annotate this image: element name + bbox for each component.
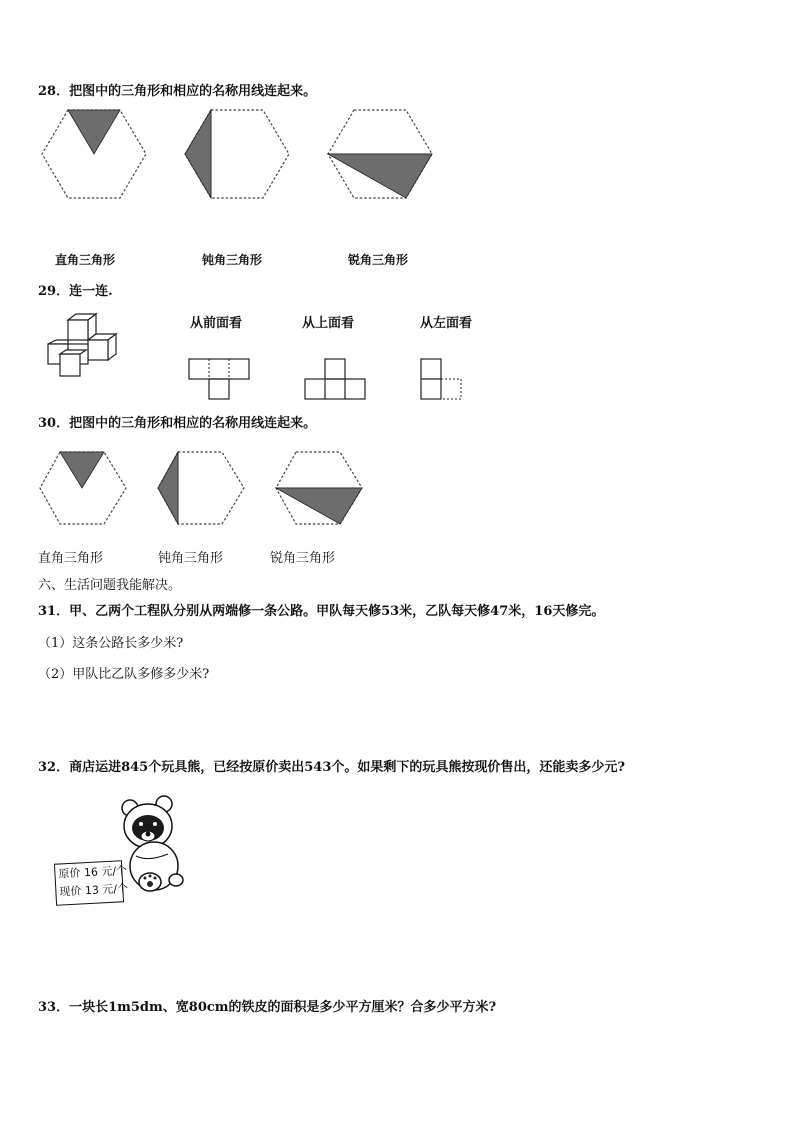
q32-original-price: 原价 16 元/个 [58, 863, 128, 881]
q30-title: 30．把图中的三角形和相应的名称用线连起来。 [38, 416, 317, 431]
q29-view-front: 从前面看 [190, 316, 243, 331]
q30-label-right: 直角三角形 [38, 551, 104, 566]
q29-view-left: 从左面看 [420, 316, 473, 331]
q29-cube-solid [44, 312, 134, 380]
q29-shape-front[interactable] [188, 358, 250, 400]
q30-hexagon-acute-triangle[interactable] [274, 450, 364, 526]
q32-title: 32．商店运进845个玩具熊，已经按原价卖出543个。如果剩下的玩具熊按现价售出，还能卖多少元? [38, 760, 625, 775]
q29-view-top: 从上面看 [302, 316, 355, 331]
q31-sub1: （1）这条公路长多少米? [38, 636, 184, 651]
q30-label-acute: 锐角三角形 [270, 551, 336, 566]
q28-hexagon-right-triangle[interactable] [40, 108, 150, 200]
q28-title: 28．把图中的三角形和相应的名称用线连起来。 [38, 84, 317, 99]
q32-current-price: 现价 13 元/个 [59, 881, 129, 899]
q29-shape-left[interactable] [420, 358, 462, 400]
q31-sub2: （2）甲队比乙队多修多少米? [38, 667, 210, 682]
q28-label-right: 直角三角形 [55, 253, 116, 267]
q32-price-sign [54, 860, 129, 906]
section6-title: 六、生活问题我能解决。 [38, 578, 182, 593]
q28-hexagon-acute-triangle[interactable] [326, 108, 436, 200]
q28-label-acute: 锐角三角形 [348, 253, 409, 267]
q28-hexagon-obtuse-triangle[interactable] [183, 108, 293, 200]
q33-title: 33．一块长1m5dm、宽80cm的铁皮的面积是多少平方厘米？合多少平方米? [38, 1000, 497, 1015]
q30-label-obtuse: 钝角三角形 [158, 551, 224, 566]
q31-title: 31．甲、乙两个工程队分别从两端修一条公路。甲队每天修53米，乙队每天修47米，16天修完。 [38, 604, 605, 619]
q29-shape-top[interactable] [304, 358, 366, 400]
q29-title: 29．连一连. [38, 284, 113, 299]
q30-hexagon-right-triangle[interactable] [38, 450, 128, 526]
q32-teddy-bear-illustration [118, 796, 186, 896]
q28-label-obtuse: 钝角三角形 [202, 253, 263, 267]
q30-hexagon-obtuse-triangle[interactable] [156, 450, 246, 526]
